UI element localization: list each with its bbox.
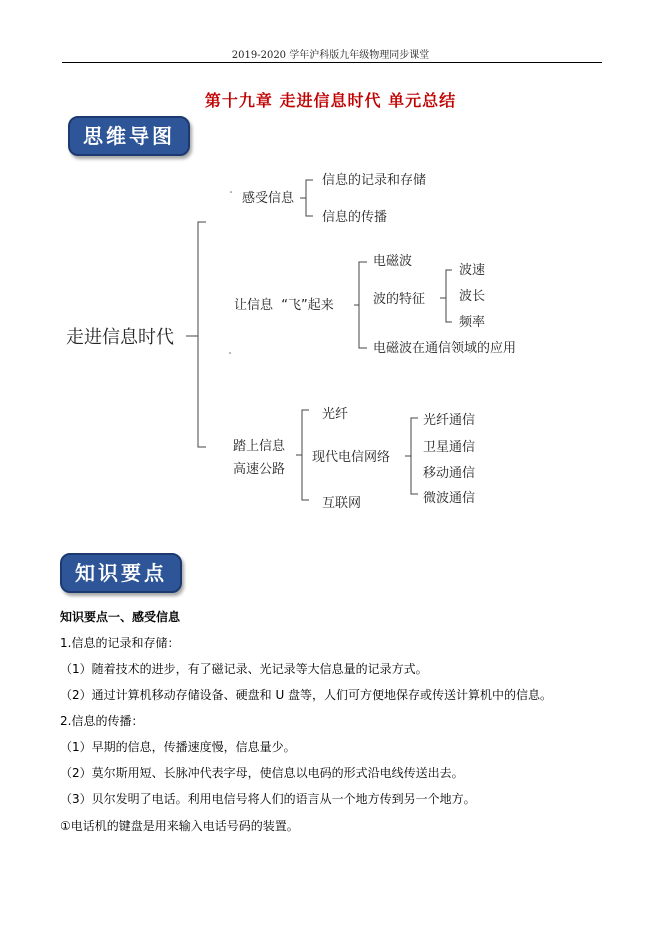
- fiber-label: 光纤: [322, 407, 349, 422]
- wave-features-label: 波的特征: [373, 292, 426, 307]
- em-wave-label: 电磁波: [373, 254, 413, 269]
- wave-features-bracket: [446, 270, 452, 322]
- mindmap-root: 走进信息时代: [66, 327, 174, 348]
- knowledge-line: （1）早期的信息，传播速度慢，信息量少。: [60, 740, 296, 754]
- knowledge-line: （3）贝尔发明了电话。利用电信号将人们的语言从一个地方传到另一个地方。: [60, 792, 476, 806]
- knowledge-badge: [60, 553, 182, 593]
- network-item: 光纤通信: [423, 413, 476, 428]
- modern-network-bracket: [411, 418, 418, 494]
- knowledge-line: 2.信息的传播：: [60, 714, 144, 728]
- page-header: 2019-2020 学年沪科版九年级物理同步课堂: [231, 50, 430, 61]
- branch1-child: 信息的传播: [322, 210, 388, 225]
- branch3-label: 高速公路: [233, 462, 286, 477]
- internet-label: 互联网: [322, 496, 362, 511]
- branch3-label: 踏上信息: [233, 439, 286, 454]
- mindmap-badge-label: 思维导图: [83, 124, 175, 148]
- mind-map: [0, 160, 661, 520]
- network-item: 微波通信: [423, 491, 476, 506]
- branch1-bracket: [306, 180, 313, 216]
- wave-feature-item: 频率: [459, 315, 486, 330]
- wave-feature-item: 波长: [459, 289, 486, 304]
- mindmap-badge: [68, 116, 190, 156]
- knowledge-line: （2）通过计算机移动存储设备、硬盘和 U 盘等，人们可方便地保存或传送计算机中的信息。: [60, 688, 553, 702]
- wave-feature-item: 波速: [459, 263, 486, 278]
- branch1-label: 感受信息: [242, 191, 295, 206]
- stray-dot: [230, 191, 232, 193]
- knowledge-line: 1.信息的记录和存储：: [60, 636, 180, 650]
- network-item: 移动通信: [423, 466, 476, 481]
- branch2-label: 让信息 “飞”起来: [234, 298, 334, 313]
- section-title: 知识要点一、感受信息: [60, 610, 181, 624]
- application-label: 电磁波在通信领域的应用: [373, 341, 517, 356]
- branch2-bracket: [359, 262, 367, 348]
- stray-dot: [229, 352, 231, 354]
- root-bracket: [198, 222, 206, 447]
- chapter-title: 第十九章 走进信息时代 单元总结: [204, 91, 457, 110]
- knowledge-badge-label: 知识要点: [75, 561, 167, 585]
- knowledge-line: （2）莫尔斯用短、长脉冲代表字母，使信息以电码的形式沿电线传送出去。: [60, 766, 464, 780]
- network-item: 卫星通信: [423, 440, 476, 455]
- modern-network-label: 现代电信网络: [312, 450, 391, 465]
- knowledge-line: ①电话机的键盘是用来输入电话号码的装置。: [60, 819, 299, 833]
- branch1-child: 信息的记录和存储: [322, 173, 427, 188]
- knowledge-line: （1）随着技术的进步，有了磁记录、光记录等大信息量的记录方式。: [60, 662, 428, 676]
- branch3-bracket: [302, 410, 309, 500]
- header-divider: [62, 62, 602, 63]
